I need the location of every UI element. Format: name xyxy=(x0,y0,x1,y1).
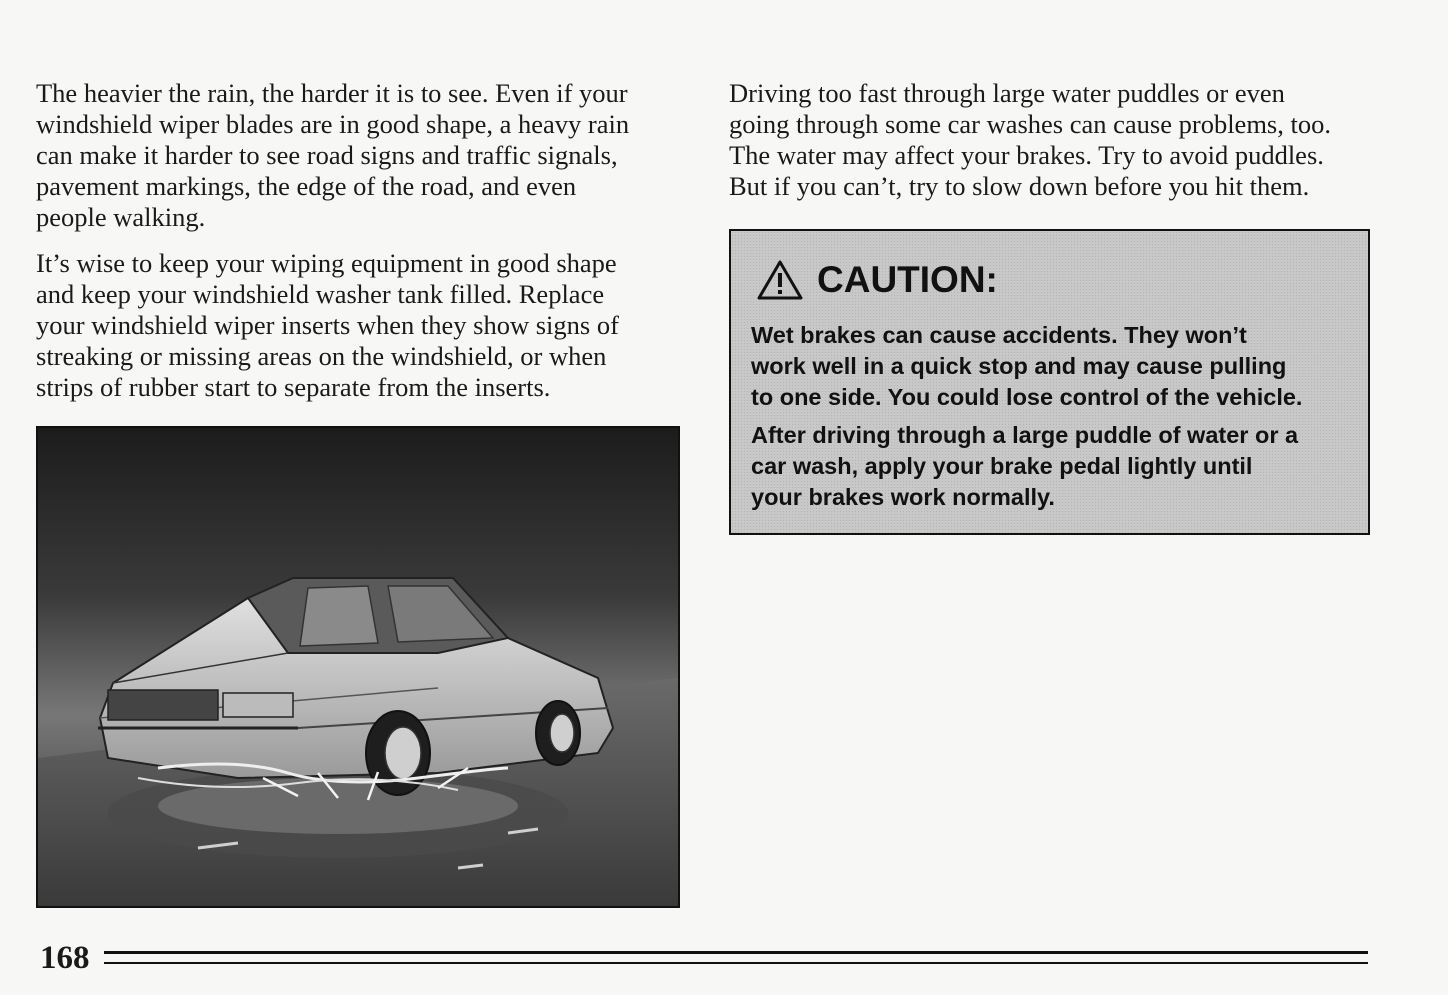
caution-paragraph-brake-drying xyxy=(751,420,1298,513)
text-line: car wash, apply your brake pedal lightly until xyxy=(751,453,1253,479)
text-line: going through some car washes can cause problems, too. xyxy=(729,109,1331,139)
text-line: strips of rubber start to separate from the inserts. xyxy=(36,372,551,402)
caution-box xyxy=(729,229,1370,535)
text-line: Wet brakes can cause accidents. They won’t xyxy=(751,322,1247,348)
paragraph-rain-visibility xyxy=(36,78,629,233)
text-line: After driving through a large puddle of water or a xyxy=(751,422,1299,448)
warning-triangle-icon xyxy=(757,260,803,300)
text-line: people walking. xyxy=(36,202,206,232)
paragraph-water-puddles xyxy=(729,78,1331,202)
text-line: But if you can’t, try to slow down before you hit them. xyxy=(729,171,1310,201)
text-line: streaking or missing areas on the windshield, or when xyxy=(36,341,607,371)
text-line: work well in a quick stop and may cause pulling xyxy=(751,353,1287,379)
page-number: 168 xyxy=(40,940,90,976)
footer-rule-thin xyxy=(104,962,1368,964)
text-line: can make it harder to see road signs and traffic signals, xyxy=(36,140,618,170)
caution-title: CAUTION: xyxy=(817,259,998,300)
paragraph-wiper-maintenance xyxy=(36,248,619,403)
text-line: The water may affect your brakes. Try to avoid puddles. xyxy=(729,140,1324,170)
text-line: to one side. You could lose control of the vehicle. xyxy=(751,384,1303,410)
footer-rule xyxy=(104,951,1368,954)
text-line: pavement markings, the edge of the road, and even xyxy=(36,171,577,201)
text-line: your brakes work normally. xyxy=(751,484,1055,510)
caution-paragraph-wet-brakes xyxy=(751,320,1302,413)
text-line: your windshield wiper inserts when they show signs of xyxy=(36,310,619,340)
text-line: The heavier the rain, the harder it is to see. Even if your xyxy=(36,78,628,108)
text-line: Driving too fast through large water puddles or even xyxy=(729,78,1285,108)
caution-header xyxy=(757,259,998,301)
text-line: and keep your windshield washer tank filled. Replace xyxy=(36,279,605,309)
car-in-water-puddle-illustration xyxy=(36,426,680,908)
text-line: It’s wise to keep your wiping equipment in good shape xyxy=(36,248,617,278)
text-line: windshield wiper blades are in good shape, a heavy rain xyxy=(36,109,630,139)
